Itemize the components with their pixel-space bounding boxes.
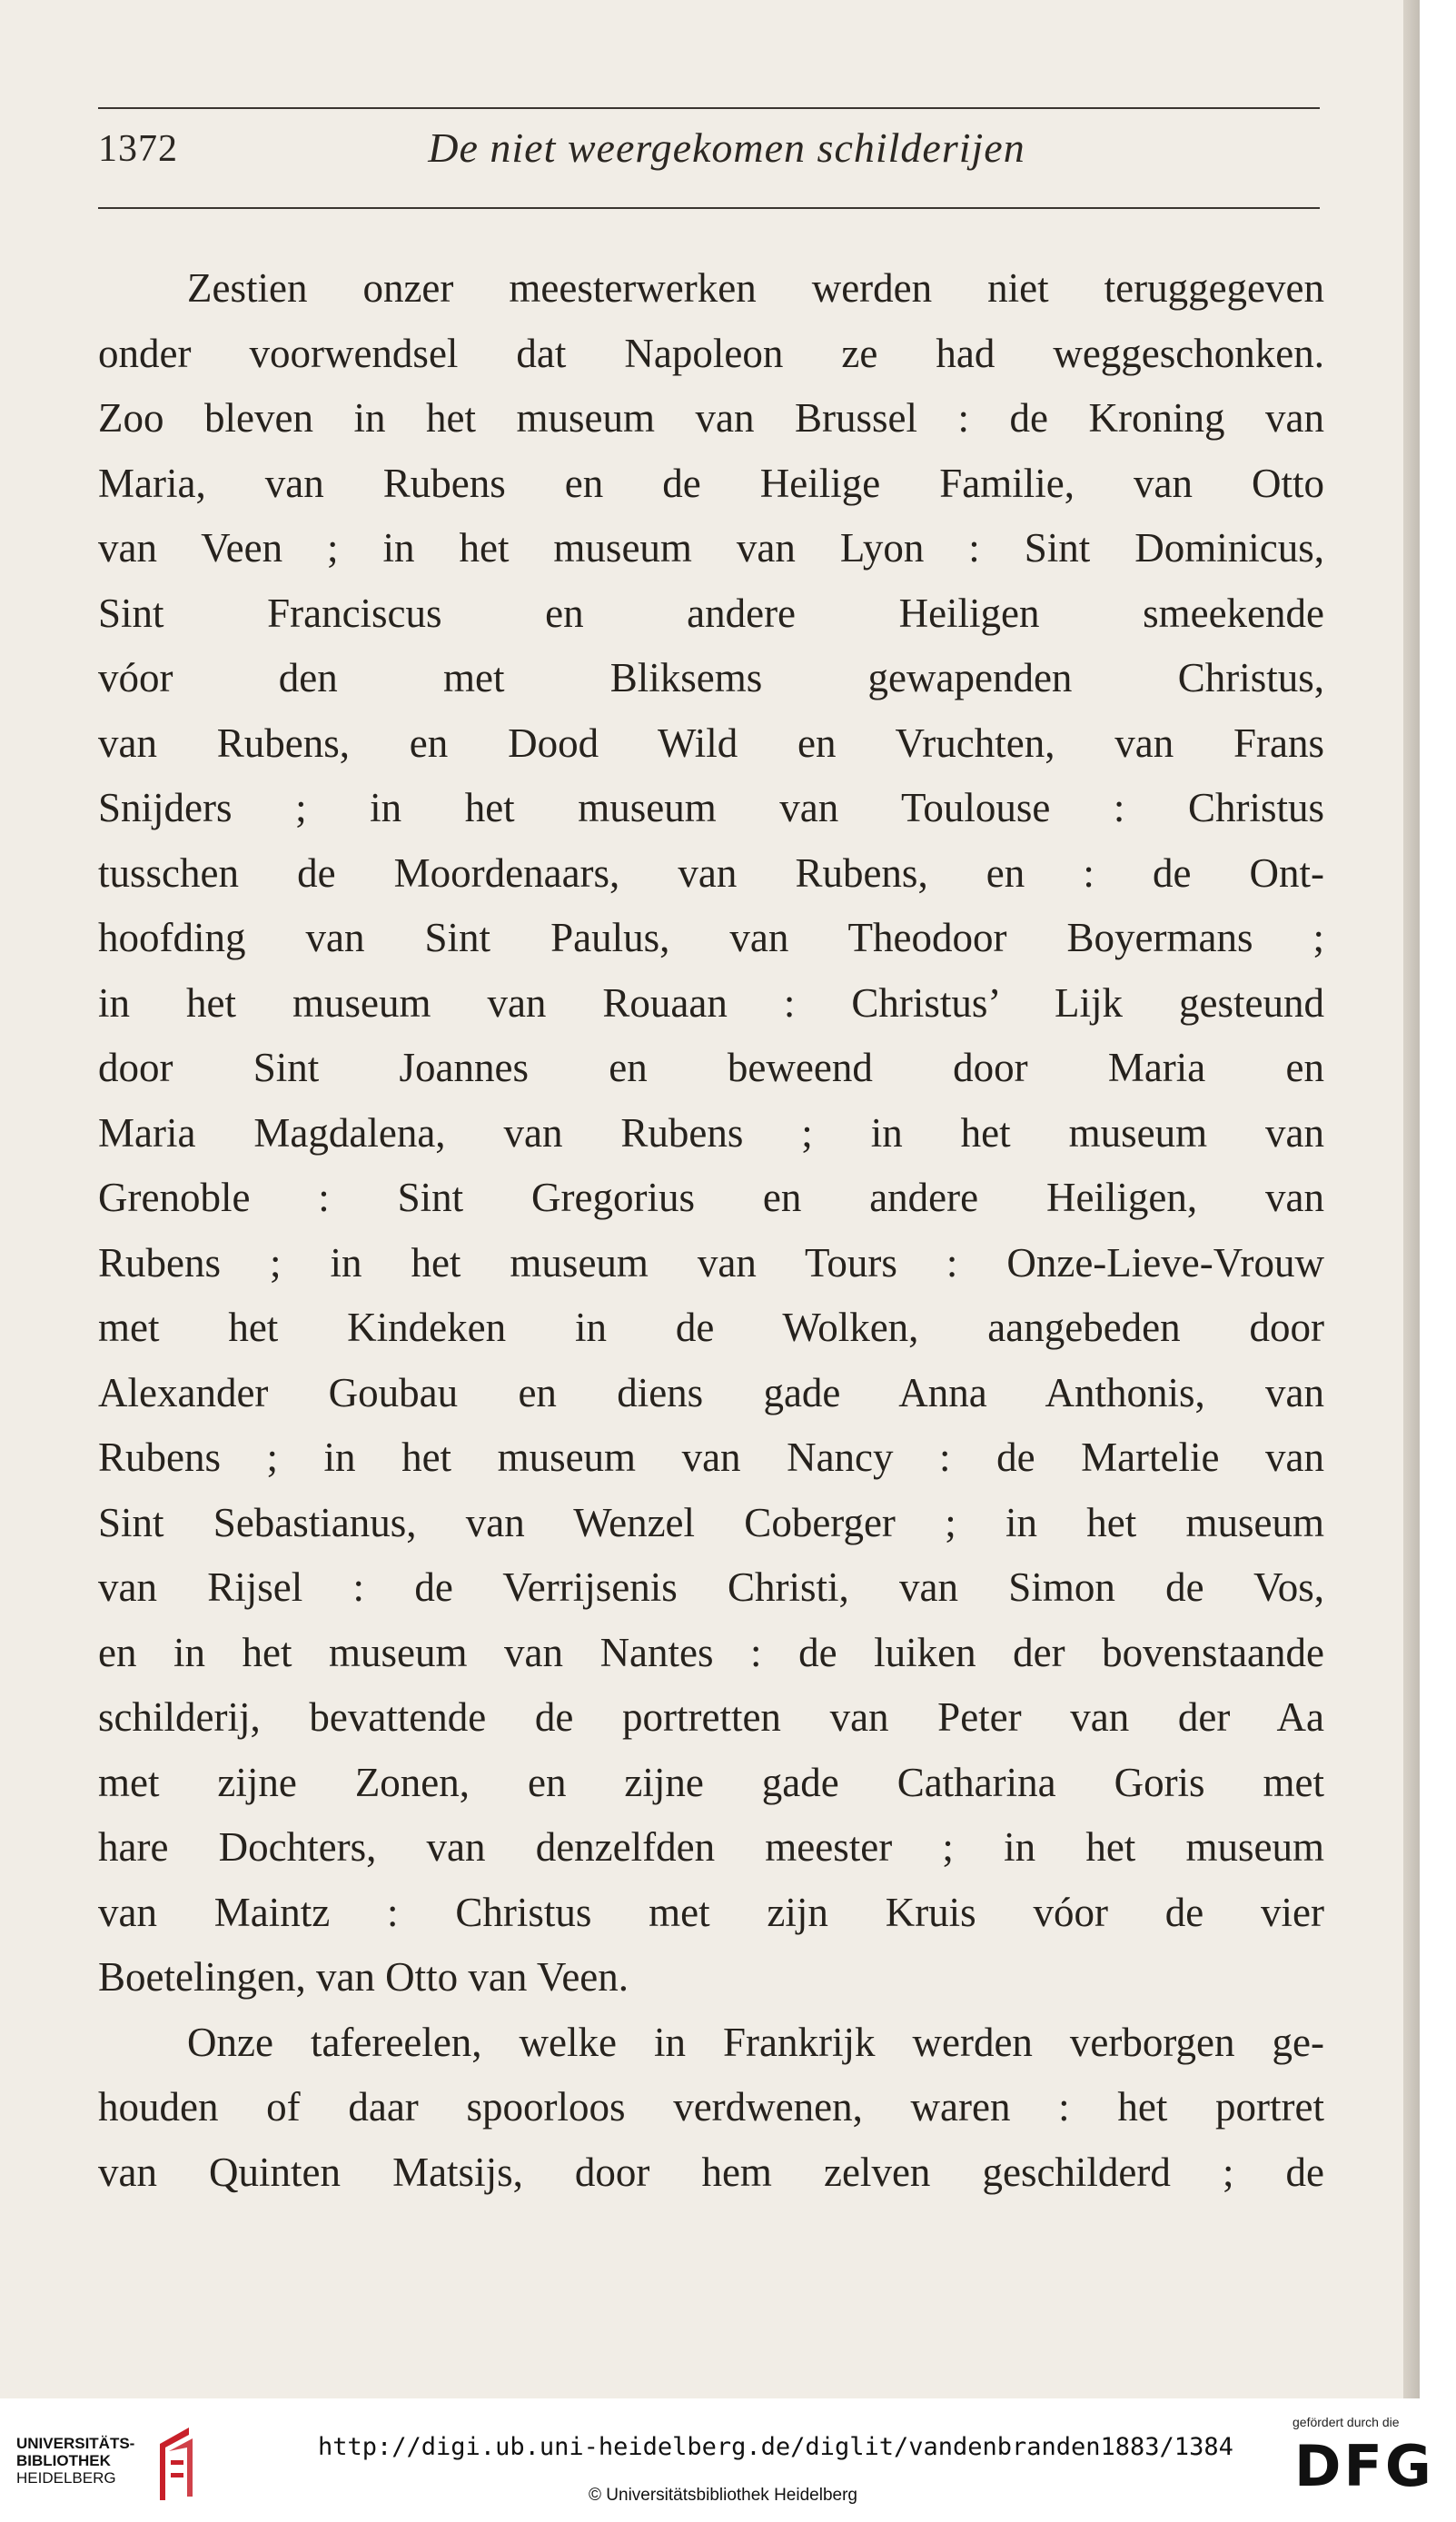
text-line: Alexander Goubau en diens gade Anna Anthonis, van xyxy=(98,1369,1324,1415)
text-line: houden of daar spoorloos verdwenen, waren : het portret xyxy=(98,2084,1324,2130)
text-line: Maria, van Rubens en de Heilige Familie, van Otto xyxy=(98,460,1324,506)
text-line: Grenoble : Sint Gregorius en andere Heiligen, van xyxy=(98,1175,1324,1220)
text-line: hoofding van Sint Paulus, van Theodoor Boyermans ; xyxy=(98,915,1324,960)
text-line: van Maintz : Christus met zijn Kruis vóor de vier xyxy=(98,1889,1324,1935)
funding-note: gefördert durch die xyxy=(1293,2415,1400,2429)
page-edge-shadow xyxy=(1403,0,1420,2398)
text-line: van Rubens, en Dood Wild en Vruchten, van Frans xyxy=(98,720,1324,766)
header-rule-top xyxy=(98,107,1320,109)
text-line: Rubens ; in het museum van Tours : Onze-Lieve-Vrouw xyxy=(98,1239,1324,1286)
permalink-url[interactable]: http://digi.ub.uni-heidelberg.de/diglit/vandenbranden1883/1384 xyxy=(318,2433,1233,2461)
text-line: door Sint Joannes en beweend door Maria en xyxy=(98,1045,1324,1090)
running-title: De niet weergekomen schilderijen xyxy=(428,124,1025,171)
text-line: schilderij, bevattende de portretten van Peter van der Aa xyxy=(98,1694,1324,1740)
page-number: 1372 xyxy=(98,128,178,170)
header-rule-bottom xyxy=(98,207,1320,209)
copyright-notice: © Universitätsbibliothek Heidelberg xyxy=(589,2486,857,2505)
text-line: tusschen de Moordenaars, van Rubens, en : de Ont- xyxy=(98,849,1324,896)
text-line: van Veen ; in het museum van Lyon : Sint Dominicus, xyxy=(98,525,1324,571)
text-line: Snijders ; in het museum van Toulouse : Christus xyxy=(98,785,1324,830)
text-line: in het museum van Rouaan : Christus’ Lijk gesteund xyxy=(98,979,1324,1026)
text-line: Zestien onzer meesterwerken werden niet teruggegeven xyxy=(187,265,1324,311)
text-line: met zijne Zonen, en zijne gade Catharina Goris met xyxy=(98,1759,1324,1805)
text-line: Onze tafereelen, welke in Frankrijk werden verborgen ge- xyxy=(187,2019,1324,2065)
text-line: van Rijsel : de Verrijsenis Christi, van Simon de Vos, xyxy=(98,1564,1324,1610)
text-line: Sint Sebastianus, van Wenzel Coberger ; in het museum xyxy=(98,1499,1324,1545)
text-line: onder voorwendsel dat Napoleon ze had weggeschonken. xyxy=(98,330,1324,376)
library-logo-icon xyxy=(147,2424,200,2504)
text-line: met het Kindeken in de Wolken, aangebeden door xyxy=(98,1305,1324,1350)
digitization-footer xyxy=(0,2398,1456,2522)
text-line: en in het museum van Nantes : de luiken der bovenstaande xyxy=(98,1629,1324,1675)
dfg-logo: DFG xyxy=(1294,2433,1434,2499)
text-line: vóor den met Bliksems gewapenden Christus, xyxy=(98,655,1324,700)
text-line: Maria Magdalena, van Rubens ; in het museum van xyxy=(98,1109,1324,1156)
library-name-line: HEIDELBERG xyxy=(16,2469,116,2487)
text-line: Rubens ; in het museum van Nancy : de Martelie van xyxy=(98,1435,1324,1480)
library-name xyxy=(16,2435,134,2487)
library-name-line: BIBLIOTHEK xyxy=(16,2452,111,2469)
text-line: van Quinten Matsijs, door hem zelven geschilderd ; de xyxy=(98,2149,1324,2195)
text-line: Sint Franciscus en andere Heiligen smeekende xyxy=(98,590,1324,636)
text-line: Zoo bleven in het museum van Brussel : de Kroning van xyxy=(98,395,1324,441)
library-name-line: UNIVERSITÄTS- xyxy=(16,2435,135,2452)
body-text xyxy=(98,256,1324,2205)
text-line-paragraph-end: Boetelingen, van Otto van Veen. xyxy=(98,1954,629,2000)
text-line: hare Dochters, van denzelfden meester ; in het museum xyxy=(98,1824,1324,1870)
